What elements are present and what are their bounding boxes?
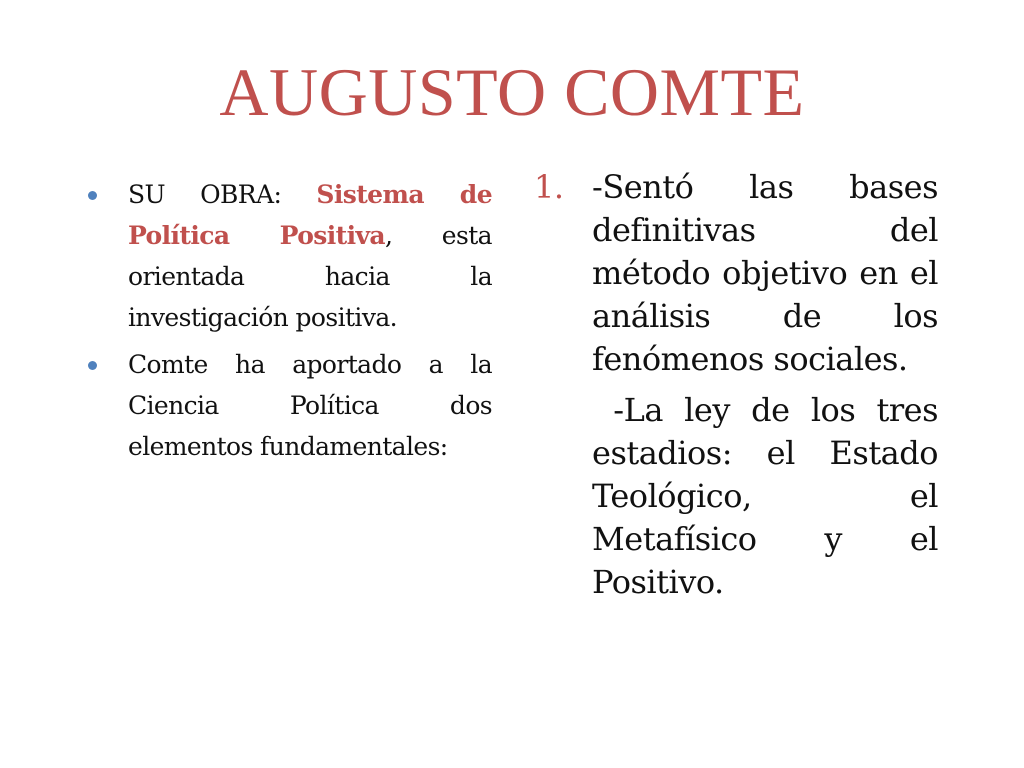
bullet-dot-icon bbox=[88, 191, 97, 200]
numbered-list bbox=[528, 166, 948, 604]
bullet-item-aportes bbox=[88, 344, 492, 467]
bullet-item-obra bbox=[88, 174, 492, 338]
slide-title: AUGUSTO COMTE bbox=[219, 54, 805, 130]
bullet-obra-title: Sistema de Política Positiva bbox=[128, 180, 492, 250]
numbered-item-1 bbox=[528, 166, 948, 604]
bullet-dot-icon bbox=[88, 361, 97, 370]
paragraph-estadios: -La ley de los tres estadios: el Estado Teológico, el Metafísico y el Positivo. bbox=[592, 391, 948, 601]
item-number: 1. bbox=[534, 168, 564, 206]
bullet-aportes-text: Comte ha aportado a la Ciencia Política dos elementos fundamentales: bbox=[128, 350, 492, 461]
right-column bbox=[528, 166, 948, 612]
bullet-obra-prefix: SU OBRA: bbox=[128, 180, 317, 209]
bullet-list bbox=[88, 174, 492, 467]
bullet-obra-suffix: , esta orientada hacia la investigación positiva. bbox=[128, 221, 492, 332]
left-column bbox=[88, 174, 492, 473]
paragraph-metodo: -Sentó las bases definitivas del método objetivo en el análisis de los fenómenos sociales. bbox=[592, 168, 938, 378]
